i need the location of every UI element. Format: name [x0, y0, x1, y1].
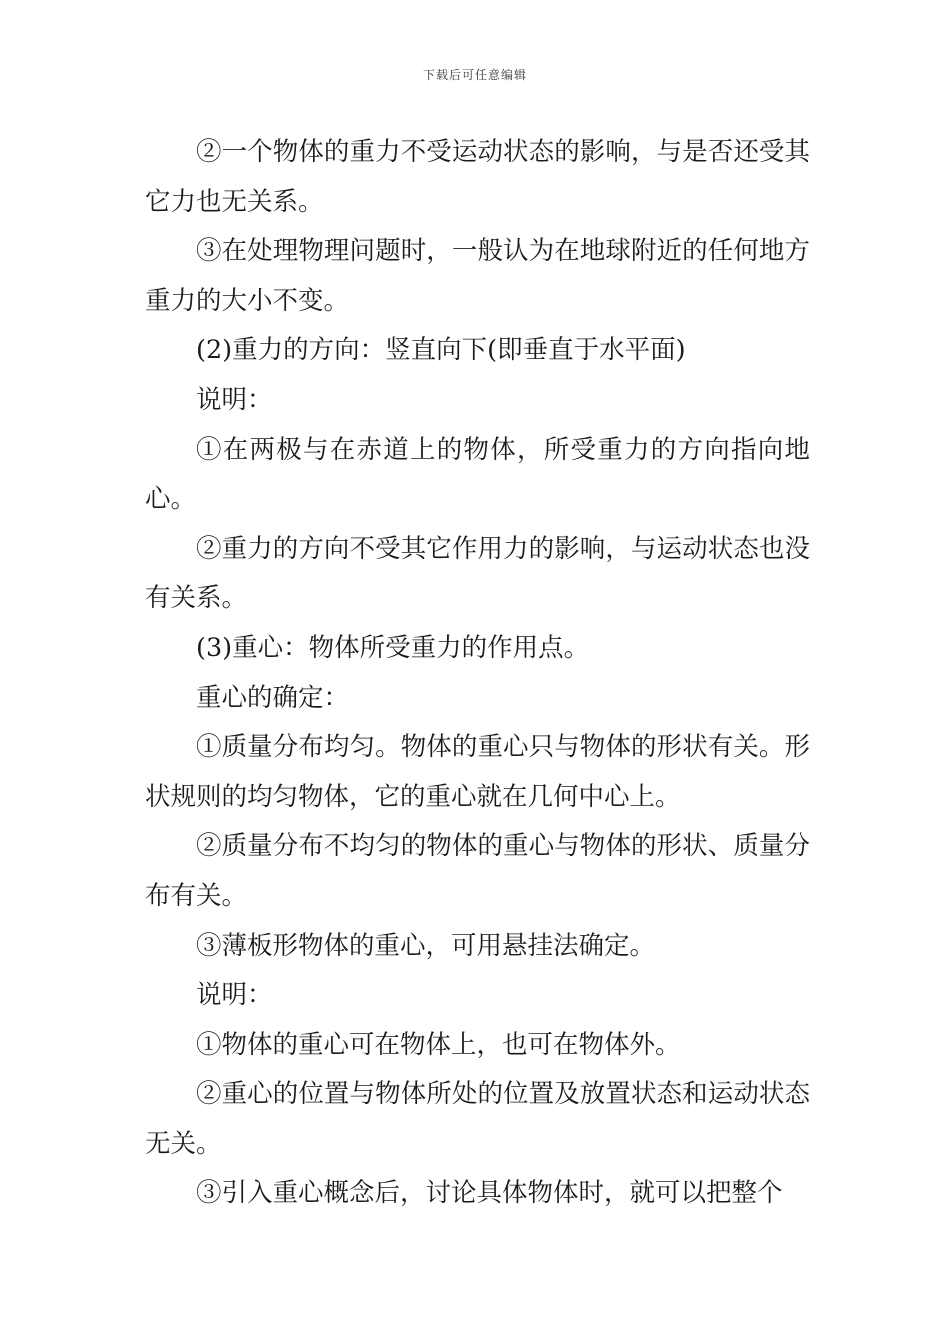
paragraph: ②一个物体的重力不受运动状态的影响，与是否还受其它力也无关系。: [145, 137, 810, 217]
paragraph: ③薄板形物体的重心，可用悬挂法确定。: [196, 930, 656, 961]
paragraph: ③引入重心概念后，讨论具体物体时，就可以把整个: [196, 1178, 783, 1209]
paragraph: (3)重心：物体所受重力的作用点。: [196, 632, 590, 663]
paragraph: (2)重力的方向：竖直向下(即垂直于水平面): [196, 335, 686, 366]
paragraph: ①在两极与在赤道上的物体，所受重力的方向指向地心。: [145, 434, 810, 515]
document-body: [145, 128, 810, 1219]
page-header: 下载后可任意编辑: [422, 68, 527, 82]
paragraph: ②质量分布不均匀的物体的重心与物体的形状、质量分布有关。: [145, 831, 810, 911]
paragraph: 说明：: [196, 384, 273, 415]
paragraph: ①物体的重心可在物体上，也可在物体外。: [196, 1029, 681, 1060]
paragraph: ②重心的位置与物体所处的位置及放置状态和运动状态无关。: [145, 1079, 810, 1159]
paragraph: 说明：: [196, 980, 273, 1011]
paragraph: ②重力的方向不受其它作用力的影响，与运动状态也没有关系。: [145, 533, 810, 614]
paragraph: ③在处理物理问题时，一般认为在地球附近的任何地方重力的大小不变。: [145, 236, 810, 316]
paragraph: 重心的确定：: [196, 682, 350, 713]
paragraph: ①质量分布均匀。物体的重心只与物体的形状有关。形状规则的均匀物体，它的重心就在几何中心上。: [145, 732, 810, 812]
